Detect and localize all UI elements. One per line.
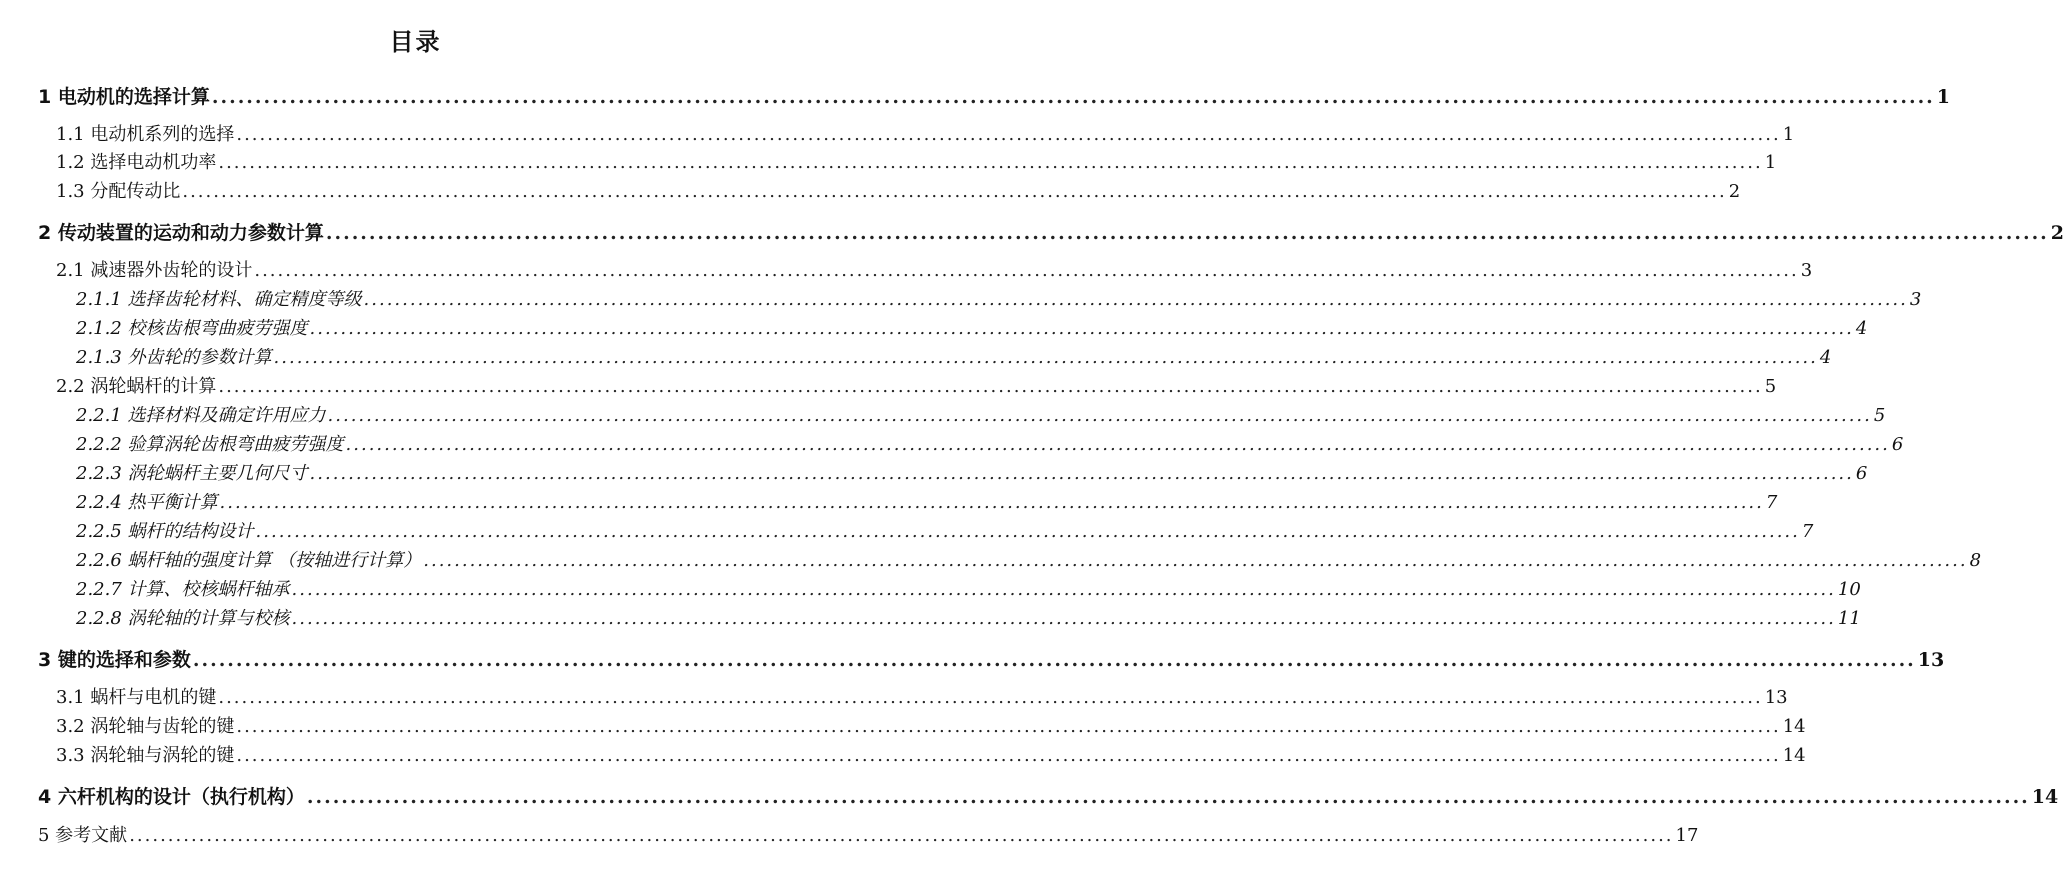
toc-entry-label: 2.2.4 热平衡计算	[76, 492, 218, 513]
toc-leader-dots: ........................................................................................................................................................................................................	[192, 649, 1916, 671]
toc-entry-page-number: 7	[1765, 492, 1778, 513]
toc-entry-label: 2 传动装置的运动和动力参数计算	[38, 222, 324, 244]
toc-entry-label: 2.1.3 外齿轮的参数计算	[76, 347, 272, 368]
toc-entry-label: 5 参考文献	[38, 825, 128, 846]
toc-entry-page-number: 3	[1800, 260, 1813, 281]
toc-entry-page-number: 3	[1909, 289, 1922, 310]
toc-entry-label: 2.2.2 验算涡轮齿根弯曲疲劳强度	[76, 434, 344, 455]
toc-leader-dots: ........................................................................................................................................................................................................	[363, 289, 1908, 310]
toc-leader-dots: ........................................................................................................................................................................................................	[236, 745, 1781, 766]
toc-entry-page-number: 14	[1782, 716, 1806, 737]
toc-entry-label: 2.2.6 蜗杆轴的强度计算 （按轴进行计算）	[76, 550, 422, 571]
page-title: 目录	[389, 28, 442, 56]
toc-entry[interactable]	[76, 432, 1904, 458]
toc-leader-dots: ........................................................................................................................................................................................................	[211, 86, 1935, 108]
toc-entry-page-number: 4	[1819, 347, 1832, 368]
toc-entry[interactable]	[56, 150, 1777, 176]
toc-entry-label: 2.1.2 校核齿根弯曲疲劳强度	[76, 318, 308, 339]
toc-entry[interactable]	[38, 84, 1951, 110]
toc-leader-dots: ........................................................................................................................................................................................................	[182, 181, 1727, 202]
toc-entry[interactable]	[76, 606, 1861, 632]
toc-entry[interactable]	[76, 461, 1868, 487]
toc-entry-label: 4 六杆机构的设计（执行机构）	[38, 786, 305, 808]
toc-entry[interactable]	[38, 647, 1945, 673]
toc-entry[interactable]	[76, 403, 1886, 429]
toc-leader-dots: ........................................................................................................................................................................................................	[325, 222, 2049, 244]
toc-leader-dots: ........................................................................................................................................................................................................	[218, 376, 1763, 397]
toc-entry[interactable]	[56, 374, 1777, 400]
toc-entry[interactable]	[76, 577, 1861, 603]
toc-entry-label: 2.2.7 计算、校核蜗杆轴承	[76, 579, 290, 600]
toc-entry-label: 2.2 涡轮蜗杆的计算	[56, 376, 217, 397]
toc-entry-label: 2.2.3 涡轮蜗杆主要几何尺寸	[76, 463, 308, 484]
toc-entry-page-number: 13	[1764, 687, 1788, 708]
toc-entry[interactable]	[56, 179, 1741, 205]
toc-entry-page-number: 8	[1969, 550, 1982, 571]
toc-entry-page-number: 1	[1782, 124, 1795, 145]
toc-entry[interactable]	[38, 784, 2059, 810]
toc-entry[interactable]	[76, 519, 1814, 545]
toc-leader-dots: ........................................................................................................................................................................................................	[254, 260, 1799, 281]
toc-entry-page-number: 5	[1764, 376, 1777, 397]
toc-entry-label: 1.3 分配传动比	[56, 181, 181, 202]
toc-entry-page-number: 13	[1917, 649, 1945, 671]
toc-entry-label: 1.1 电动机系列的选择	[56, 124, 235, 145]
toc-entry[interactable]	[56, 714, 1806, 740]
toc-entry-label: 3.3 涡轮轴与涡轮的键	[56, 745, 235, 766]
toc-entry[interactable]	[56, 685, 1788, 711]
toc-entry-label: 3.1 蜗杆与电机的键	[56, 687, 217, 708]
toc-entry-page-number: 1	[1764, 152, 1777, 173]
toc-entry-label: 2.2.1 选择材料及确定许用应力	[76, 405, 326, 426]
toc-entry[interactable]	[56, 743, 1806, 769]
toc-leader-dots: ........................................................................................................................................................................................................	[327, 405, 1872, 426]
toc-entry-page-number: 2	[1728, 181, 1741, 202]
toc-entry-label: 2.2.5 蜗杆的结构设计	[76, 521, 254, 542]
toc-entry[interactable]	[38, 220, 2064, 246]
toc-entry[interactable]	[76, 345, 1832, 371]
toc-leader-dots: ........................................................................................................................................................................................................	[306, 786, 2030, 808]
toc-leader-dots: ........................................................................................................................................................................................................	[345, 434, 1890, 455]
toc-leader-dots: ........................................................................................................................................................................................................	[218, 152, 1763, 173]
toc-leader-dots: ........................................................................................................................................................................................................	[291, 608, 1836, 629]
toc-leader-dots: ........................................................................................................................................................................................................	[423, 550, 1968, 571]
toc-leader-dots: ........................................................................................................................................................................................................	[236, 124, 1781, 145]
toc-entry-page-number: 7	[1801, 521, 1814, 542]
toc-leader-dots: ........................................................................................................................................................................................................	[273, 347, 1818, 368]
toc-entry-label: 2.1 减速器外齿轮的设计	[56, 260, 253, 281]
toc-entry-page-number: 6	[1891, 434, 1904, 455]
toc-leader-dots: ........................................................................................................................................................................................................	[219, 492, 1764, 513]
toc-leader-dots: ........................................................................................................................................................................................................	[129, 825, 1674, 846]
toc-entry-page-number: 10	[1837, 579, 1861, 600]
toc-entry-page-number: 14	[1782, 745, 1806, 766]
toc-entry-page-number: 2	[2050, 222, 2064, 244]
toc-leader-dots: ........................................................................................................................................................................................................	[309, 463, 1854, 484]
toc-entry[interactable]	[76, 548, 1982, 574]
toc-entry[interactable]	[76, 490, 1778, 516]
toc-entry-page-number: 4	[1855, 318, 1868, 339]
toc-entry-label: 3 键的选择和参数	[38, 649, 191, 671]
toc-entry-label: 1 电动机的选择计算	[38, 86, 210, 108]
toc-entry[interactable]	[56, 122, 1795, 148]
toc-entry-label: 1.2 选择电动机功率	[56, 152, 217, 173]
toc-entry-page-number: 5	[1873, 405, 1886, 426]
toc-entry[interactable]	[76, 316, 1868, 342]
toc-entry[interactable]	[38, 823, 1699, 849]
toc-entry-page-number: 6	[1855, 463, 1868, 484]
toc-leader-dots: ........................................................................................................................................................................................................	[291, 579, 1836, 600]
toc-leader-dots: ........................................................................................................................................................................................................	[255, 521, 1800, 542]
toc-leader-dots: ........................................................................................................................................................................................................	[309, 318, 1854, 339]
toc-entry[interactable]	[56, 258, 1813, 284]
toc-entry-label: 2.2.8 涡轮轴的计算与校核	[76, 608, 290, 629]
toc-entry[interactable]	[76, 287, 1922, 313]
toc-entry-page-number: 14	[2031, 786, 2059, 808]
toc-leader-dots: ........................................................................................................................................................................................................	[236, 716, 1781, 737]
toc-entry-label: 3.2 涡轮轴与齿轮的键	[56, 716, 235, 737]
toc-entry-page-number: 1	[1936, 86, 1951, 108]
toc-leader-dots: ........................................................................................................................................................................................................	[218, 687, 1763, 708]
toc-entry-page-number: 17	[1675, 825, 1699, 846]
toc-entry-label: 2.1.1 选择齿轮材料、确定精度等级	[76, 289, 362, 310]
toc-entry-page-number: 11	[1837, 608, 1861, 629]
